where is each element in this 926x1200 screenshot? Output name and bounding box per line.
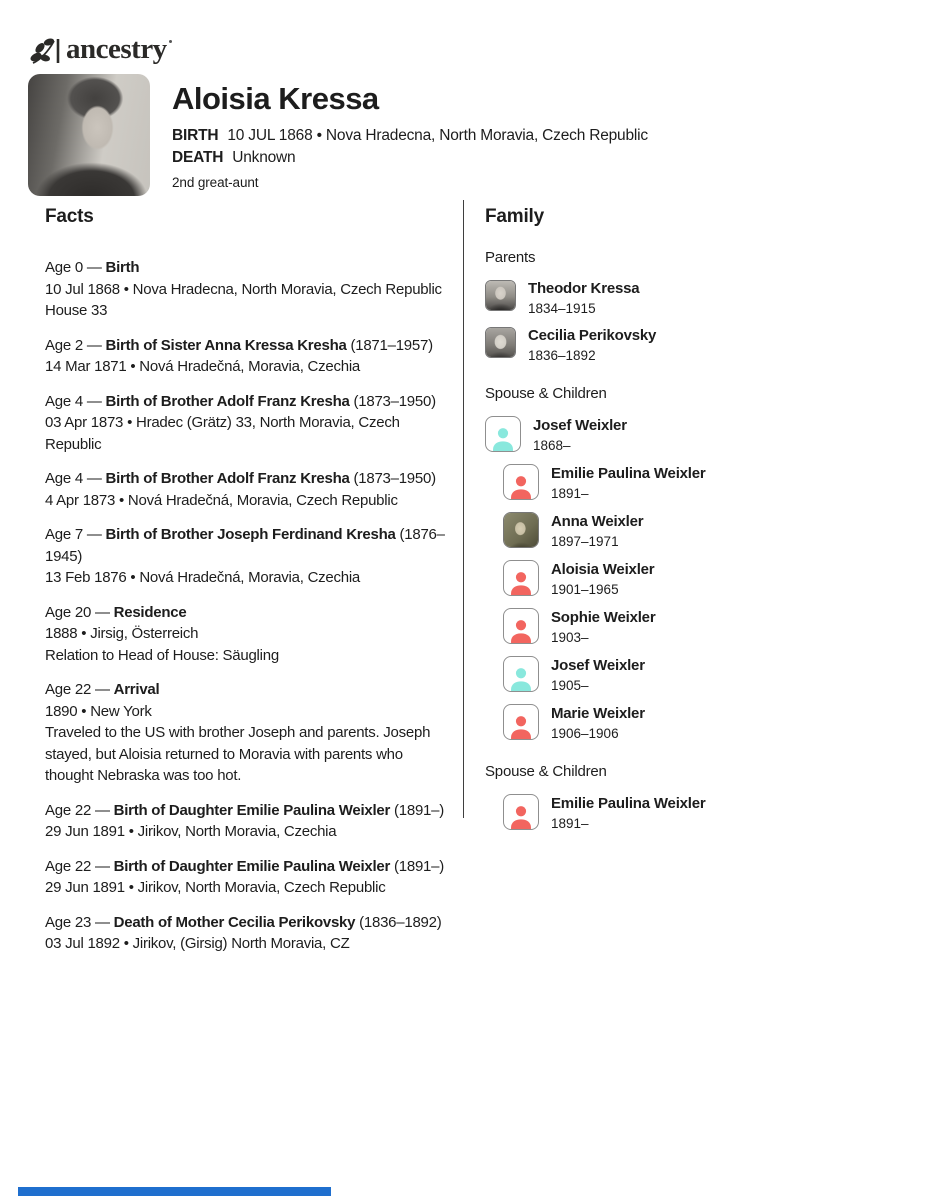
female-silhouette-icon <box>503 608 539 644</box>
portrait-image <box>486 281 515 310</box>
profile-photo <box>28 74 150 196</box>
fact-detail: 03 Apr 1873 • Hradec (Grätz) 33, North Moravia, Czech Republic <box>45 414 400 453</box>
member-info <box>551 704 645 742</box>
family-group-label: Spouse & Children <box>485 763 607 780</box>
family-member-josef-weixler[interactable] <box>485 416 905 454</box>
fact-headline: Age 22 — Birth of Daughter Emilie Paulina Weixler (1891–) <box>45 857 444 875</box>
family-member-anna-weixler[interactable] <box>503 512 905 550</box>
relationship-label: 2nd great-aunt <box>172 175 259 190</box>
member-name[interactable]: Theodor Kressa <box>528 280 640 297</box>
male-silhouette-icon <box>485 416 521 452</box>
family-list <box>485 249 905 832</box>
fact-detail: 14 Mar 1871 • Nová Hradečná, Moravia, Czechia <box>45 358 360 375</box>
fact-detail: 29 Jun 1891 • Jirikov, North Moravia, Czechia <box>45 823 337 840</box>
column-divider <box>463 200 464 818</box>
male-silhouette-icon <box>503 656 539 692</box>
member-years: 1891– <box>551 816 589 831</box>
fact-detail: 4 Apr 1873 • Nová Hradečná, Moravia, Czech Republic <box>45 491 398 509</box>
fact-item <box>45 468 451 511</box>
member-years: 1905– <box>551 678 589 693</box>
portrait-photo <box>503 512 539 548</box>
family-section <box>485 206 905 842</box>
female-silhouette-icon <box>503 560 539 596</box>
profile-header <box>28 74 648 196</box>
facts-list <box>45 257 451 955</box>
fact-headline: Age 2 — Birth of Sister Anna Kressa Kresha (1871–1957) <box>45 336 433 354</box>
member-info <box>551 464 706 502</box>
facts-section <box>45 206 451 968</box>
death-line <box>172 147 648 169</box>
member-years: 1834–1915 <box>528 301 596 316</box>
member-years: 1906–1906 <box>551 726 619 741</box>
page-title: Aloisia Kressa <box>172 81 379 116</box>
member-years: 1903– <box>551 630 589 645</box>
family-member-theodor-kressa[interactable] <box>485 280 905 317</box>
fact-headline: Age 20 — Residence <box>45 603 187 621</box>
member-years: 1891– <box>551 486 589 501</box>
fact-headline: Age 7 — Birth of Brother Joseph Ferdinand Kresha (1876–1945) <box>45 526 445 565</box>
member-name[interactable]: Cecilia Perikovsky <box>528 327 657 344</box>
ancestry-logo <box>28 34 648 66</box>
family-group-label: Spouse & Children <box>485 385 607 402</box>
family-member-emilie-paulina-weixler[interactable] <box>503 794 905 832</box>
fact-headline: Age 0 — Birth <box>45 259 140 276</box>
member-info <box>528 280 639 317</box>
family-heading: Family <box>485 206 544 227</box>
member-years: 1868– <box>533 438 571 453</box>
member-name[interactable]: Emilie Paulina Weixler <box>551 465 706 482</box>
portrait-photo <box>485 280 516 311</box>
bottom-blue-bar <box>18 1187 331 1196</box>
ancestry-wordmark: ancestry <box>66 33 167 65</box>
profile-info <box>172 74 648 196</box>
member-info <box>533 416 627 454</box>
fact-headline: Age 22 — Birth of Daughter Emilie Paulina Weixler (1891–) <box>45 801 444 819</box>
fact-item <box>45 257 451 322</box>
female-silhouette-icon <box>503 464 539 500</box>
death-value: Unknown <box>232 148 296 166</box>
fact-item <box>45 800 451 843</box>
female-silhouette-icon <box>503 704 539 740</box>
member-info <box>528 327 656 364</box>
member-info <box>551 512 643 550</box>
fact-detail: Relation to Head of House: Säugling <box>45 646 279 664</box>
member-name[interactable]: Aloisia Weixler <box>551 561 655 578</box>
fact-detail: 1888 • Jirsig, Österreich <box>45 625 199 642</box>
birth-value: 10 JUL 1868 • Nova Hradecna, North Moravia, Czech Republic <box>227 127 648 144</box>
member-name[interactable]: Anna Weixler <box>551 513 644 530</box>
trademark-mark <box>169 40 172 43</box>
facts-heading: Facts <box>45 206 94 227</box>
fact-detail: 10 Jul 1868 • Nova Hradecna, North Moravia, Czech Republic <box>45 280 442 298</box>
member-years: 1901–1965 <box>551 582 619 597</box>
member-name[interactable]: Marie Weixler <box>551 705 645 722</box>
fact-headline: Age 4 — Birth of Brother Adolf Franz Kresha (1873–1950) <box>45 392 436 410</box>
page-header <box>28 34 648 196</box>
member-info <box>551 608 655 646</box>
member-info <box>551 560 654 598</box>
birth-line <box>172 125 648 147</box>
fact-item <box>45 335 451 378</box>
member-years: 1897–1971 <box>551 534 619 549</box>
birth-label: BIRTH <box>172 127 219 144</box>
member-info <box>551 794 706 832</box>
portrait-image <box>486 328 515 357</box>
fact-item <box>45 602 451 667</box>
fact-item <box>45 679 451 787</box>
member-info <box>551 656 645 694</box>
member-name[interactable]: Josef Weixler <box>533 417 627 434</box>
member-years: 1836–1892 <box>528 348 596 363</box>
fact-detail: Traveled to the US with brother Joseph and parents. Joseph stayed, but Aloisia returned to Moravia with parents who thought Nebraska was too hot. <box>45 724 431 784</box>
fact-detail: 03 Jul 1892 • Jirikov, (Girsig) North Moravia, CZ <box>45 935 350 952</box>
fact-headline: Age 4 — Birth of Brother Adolf Franz Kresha (1873–1950) <box>45 470 436 487</box>
ancestry-leaf-icon <box>28 34 64 66</box>
portrait-image <box>504 513 538 547</box>
fact-item <box>45 524 451 589</box>
family-group-label: Parents <box>485 249 536 266</box>
fact-detail: 29 Jun 1891 • Jirikov, North Moravia, Czech Republic <box>45 879 386 896</box>
fact-item <box>45 391 451 456</box>
fact-item <box>45 912 451 955</box>
family-member-sophie-weixler[interactable] <box>503 608 905 646</box>
fact-detail: 1890 • New York <box>45 702 152 720</box>
family-member-josef-weixler[interactable] <box>503 656 905 694</box>
family-member-marie-weixler[interactable] <box>503 704 905 742</box>
fact-detail: House 33 <box>45 302 108 319</box>
family-member-cecilia-perikovsky[interactable] <box>485 327 905 364</box>
female-silhouette-icon <box>503 794 539 830</box>
death-label: DEATH <box>172 148 224 166</box>
member-name[interactable]: Emilie Paulina Weixler <box>551 795 706 812</box>
family-member-aloisia-weixler[interactable] <box>503 560 905 598</box>
member-name[interactable]: Sophie Weixler <box>551 609 656 626</box>
member-name[interactable]: Josef Weixler <box>551 657 645 674</box>
portrait-photo <box>485 327 516 358</box>
fact-headline: Age 22 — Arrival <box>45 681 160 698</box>
fact-item <box>45 856 451 899</box>
family-member-emilie-paulina-weixler[interactable] <box>503 464 905 502</box>
fact-detail: 13 Feb 1876 • Nová Hradečná, Moravia, Czechia <box>45 569 361 586</box>
fact-headline: Age 23 — Death of Mother Cecilia Perikovsky (1836–1892) <box>45 913 442 931</box>
